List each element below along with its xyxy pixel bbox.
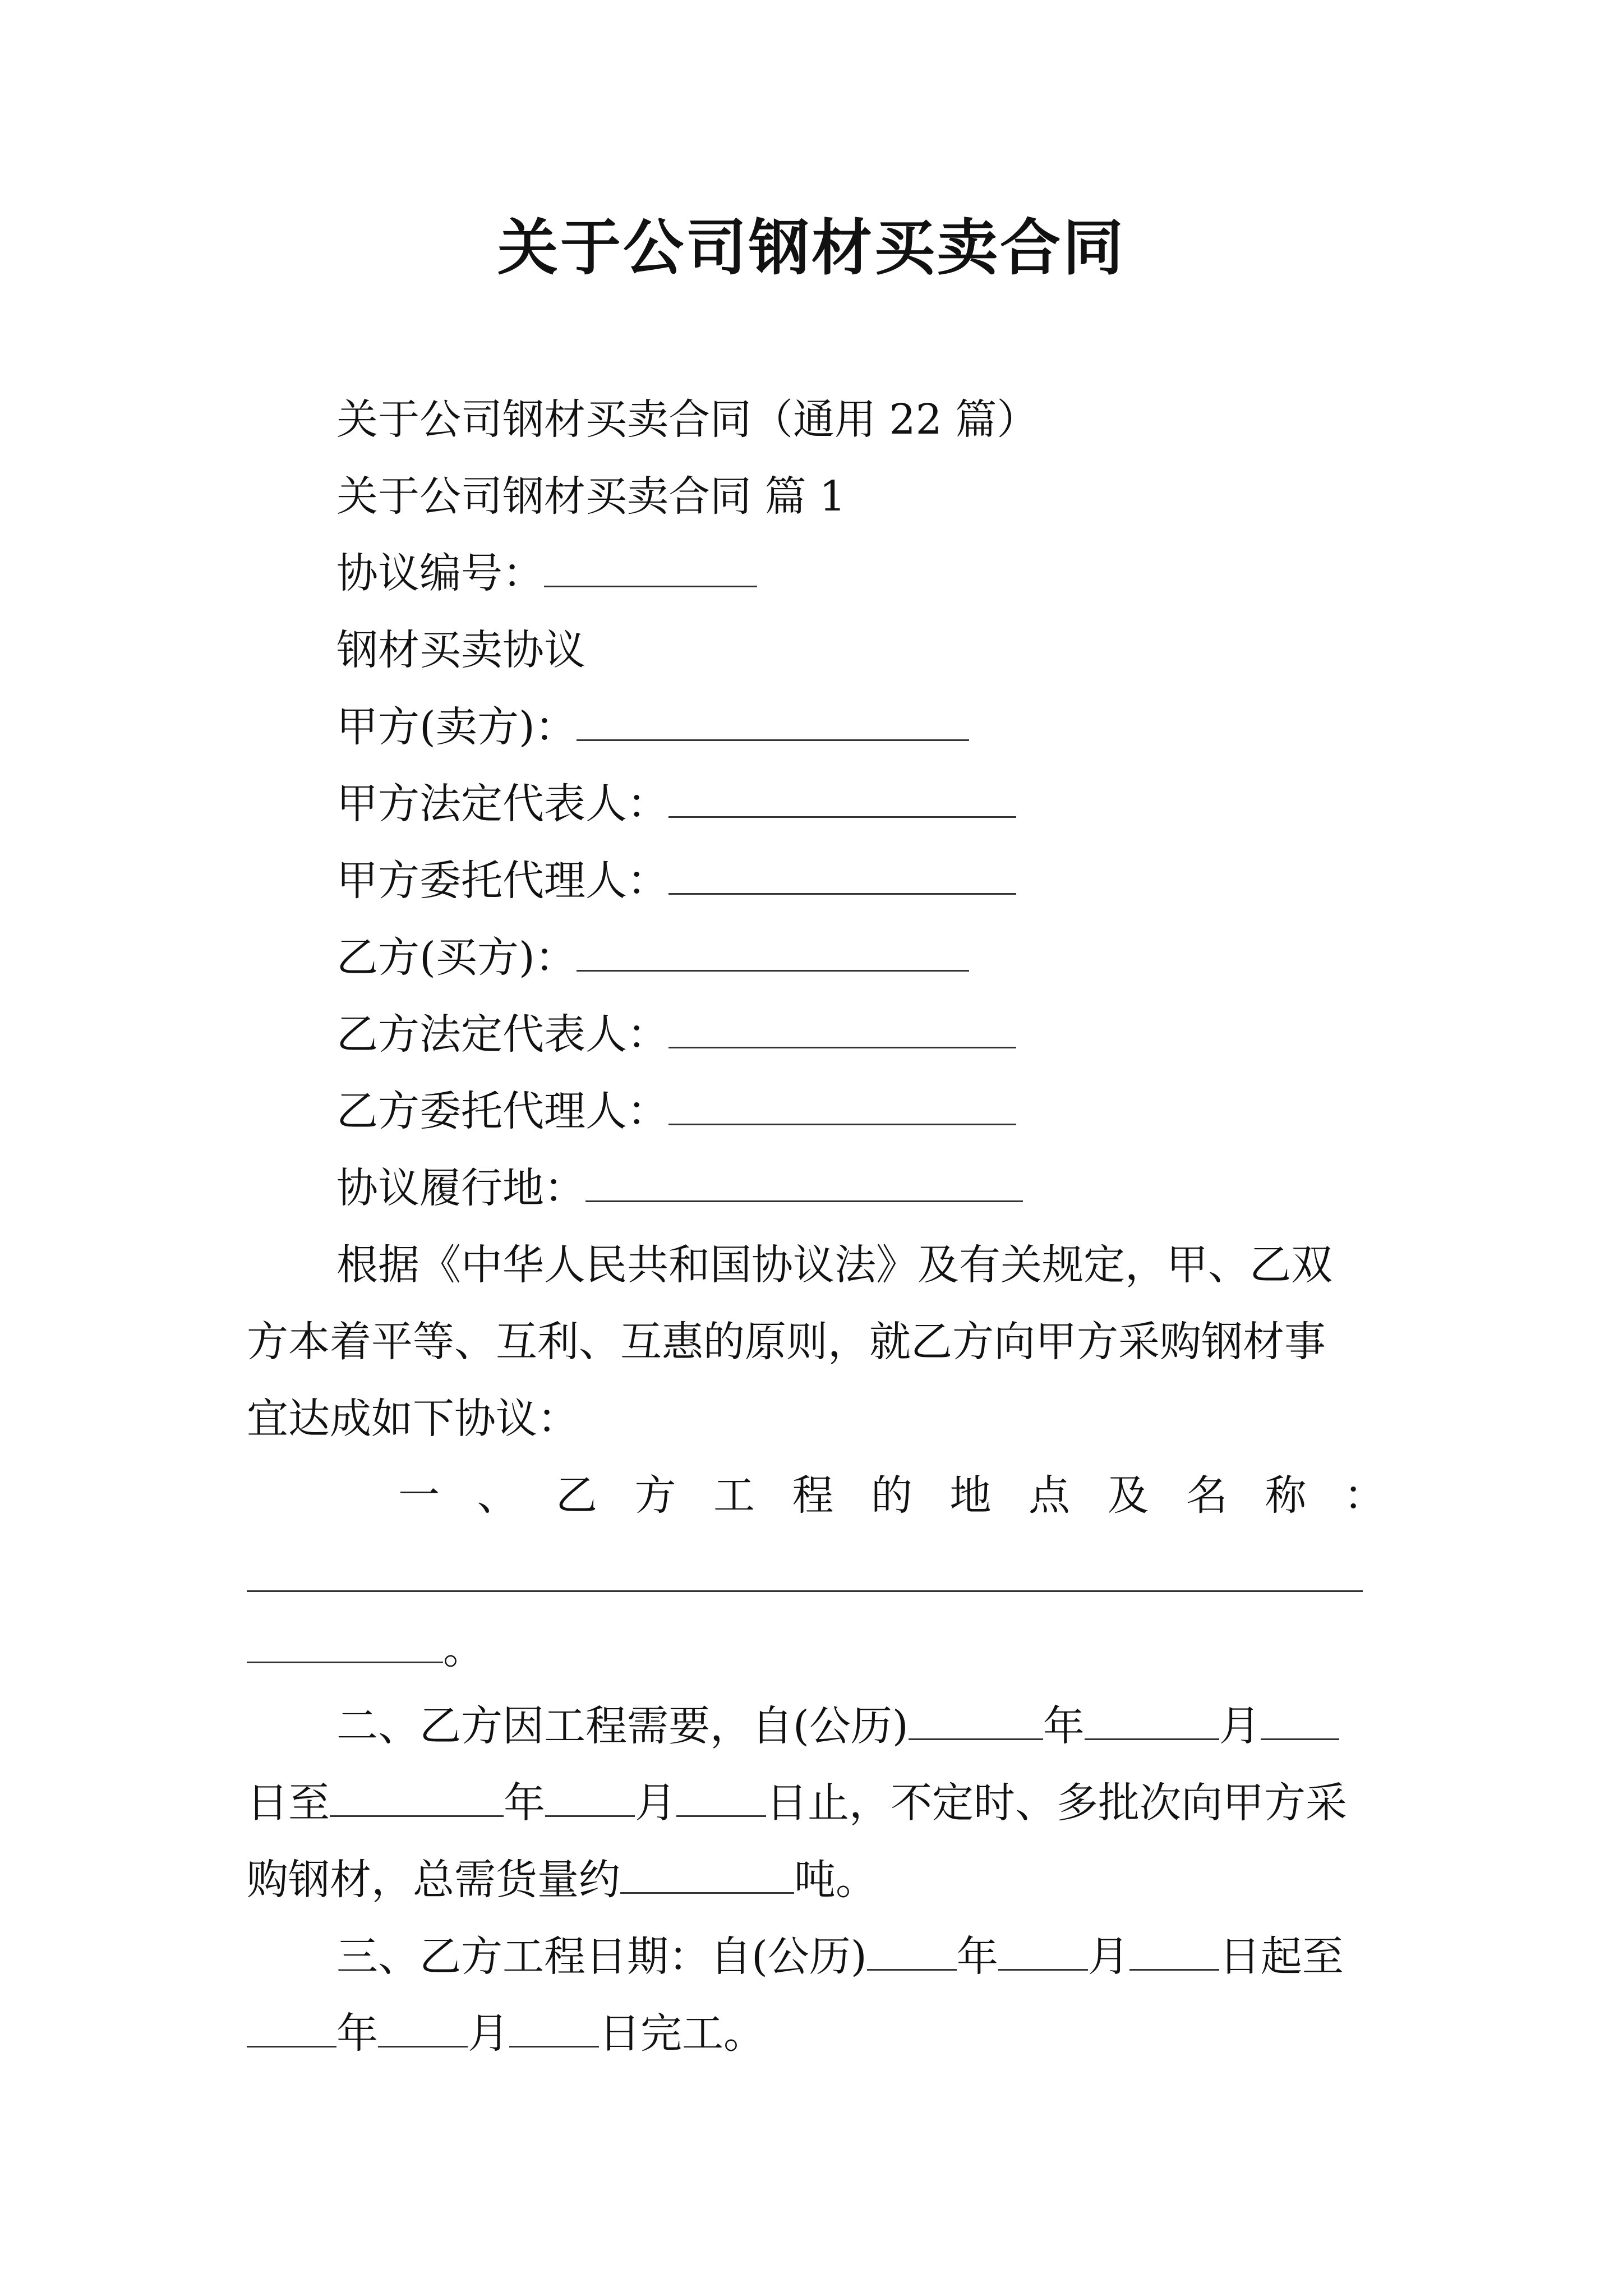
blank-line xyxy=(676,1769,766,1817)
blank-line xyxy=(544,540,757,587)
document-title: 关于公司钢材买卖合同 xyxy=(497,213,1126,283)
clause-1-char: 点 xyxy=(1029,1471,1070,1520)
field-party-b-agent xyxy=(247,1073,1385,1150)
clause-2-text: 二、乙方因工程需要，自(公历) xyxy=(336,1702,909,1750)
blank-line xyxy=(909,1692,1043,1740)
field-party-a-rep xyxy=(247,766,1385,843)
clause-1-period: 。 xyxy=(443,1625,485,1673)
blank-line xyxy=(668,1078,1016,1125)
clause-1-char: 工 xyxy=(713,1471,755,1520)
blank-line xyxy=(585,1154,1023,1202)
field-label: 乙方(买方)： xyxy=(336,933,577,982)
clause-1-char: 一 xyxy=(398,1471,440,1520)
day-label: 日 xyxy=(247,1779,288,1827)
field-party-b xyxy=(247,919,1385,996)
clause-1-char: 地 xyxy=(949,1471,992,1520)
clause-3-line-1 xyxy=(247,1918,1385,1995)
blank-line xyxy=(668,770,1016,818)
field-party-a xyxy=(247,689,1385,766)
clause-3-text: 三、乙方工程日期：自(公历) xyxy=(336,1932,867,1981)
clause-1-char: 的 xyxy=(871,1471,912,1520)
blank-line xyxy=(867,1923,957,1971)
chapter-heading: 关于公司钢材买卖合同 篇 1 xyxy=(336,472,846,521)
field-label: 甲方(卖方)： xyxy=(336,703,577,751)
day-label: 日 xyxy=(599,2009,640,2058)
clause-3-text: 完工。 xyxy=(640,2009,765,2058)
blank-line xyxy=(247,1616,443,1663)
day-label: 日 xyxy=(766,1779,808,1827)
intro-line-3: 宜达成如下协议： xyxy=(247,1395,579,1443)
field-place xyxy=(247,1150,1385,1227)
clause-1-char: 、 xyxy=(477,1471,519,1520)
field-label: 协议履行地： xyxy=(336,1164,585,1212)
year-label: 年 xyxy=(336,2009,378,2058)
blank-line xyxy=(330,1769,504,1817)
field-label: 乙方委托代理人： xyxy=(336,1087,668,1135)
field-label: 协议编号： xyxy=(336,549,544,597)
field-agreement-no xyxy=(247,535,1385,612)
clause-1-char: 及 xyxy=(1107,1471,1149,1520)
field-label: 甲方委托代理人： xyxy=(336,857,668,905)
subtitle: 关于公司钢材买卖合同（通用 22 篇） xyxy=(336,395,1039,444)
field-party-b-rep xyxy=(247,996,1385,1073)
intro-line-2: 方本着平等、互利、互惠的原则，就乙方向甲方采购钢材事 xyxy=(247,1318,1326,1366)
blank-line xyxy=(620,1846,794,1894)
clause-1-heading xyxy=(247,1457,1385,1534)
clause-3-line-2 xyxy=(247,1995,1385,2072)
clause-1-char: 乙 xyxy=(556,1471,597,1520)
blank-line xyxy=(247,2000,336,2047)
day-label: 日 xyxy=(1219,1932,1261,1981)
blank-line xyxy=(577,693,969,741)
clause-2-text: 止，不定时、多批次向甲方采 xyxy=(808,1779,1347,1827)
clause-1-char: 称 xyxy=(1265,1471,1307,1520)
clause-1-char: 程 xyxy=(792,1471,834,1520)
agreement-name: 钢材买卖协议 xyxy=(336,626,585,674)
blank-line xyxy=(545,1769,635,1817)
blank-line xyxy=(998,1923,1088,1971)
month-label: 月 xyxy=(1219,1702,1261,1750)
field-label: 甲方法定代表人： xyxy=(336,780,668,828)
blank-line xyxy=(577,924,969,972)
year-label: 年 xyxy=(956,1932,998,1981)
year-label: 年 xyxy=(1043,1702,1085,1750)
blank-line xyxy=(668,847,1016,895)
blank-line xyxy=(1261,1692,1339,1740)
clause-2-text: 购钢材，总需货量约 xyxy=(247,1856,620,1904)
blank-line xyxy=(378,2000,468,2047)
blank-line xyxy=(509,2000,599,2047)
clause-1-char: 方 xyxy=(634,1471,676,1520)
month-label: 月 xyxy=(1087,1932,1129,1981)
month-label: 月 xyxy=(635,1779,676,1827)
blank-line xyxy=(1129,1923,1219,1971)
blank-full-line xyxy=(247,1534,1385,1611)
clause-1-char: 名 xyxy=(1186,1471,1228,1520)
field-party-a-agent xyxy=(247,843,1385,919)
document-body xyxy=(247,381,1385,2072)
clause-2-text: 吨。 xyxy=(794,1856,877,1904)
clause-2-line-1 xyxy=(247,1688,1385,1765)
field-label: 乙方法定代表人： xyxy=(336,1010,668,1059)
clause-1-char: ： xyxy=(1344,1471,1385,1520)
month-label: 月 xyxy=(468,2009,509,2058)
to-label: 至 xyxy=(288,1779,330,1827)
clause-3-text: 起至 xyxy=(1260,1932,1344,1981)
year-label: 年 xyxy=(504,1779,545,1827)
blank-line xyxy=(668,1001,1016,1048)
clause-1-end xyxy=(247,1611,1385,1688)
intro-line-1: 根据《中华人民共和国协议法》及有关规定，甲、乙双 xyxy=(336,1241,1332,1289)
clause-2-line-2 xyxy=(247,1765,1385,1842)
clause-2-line-3 xyxy=(247,1842,1385,1918)
blank-line xyxy=(1085,1692,1219,1740)
